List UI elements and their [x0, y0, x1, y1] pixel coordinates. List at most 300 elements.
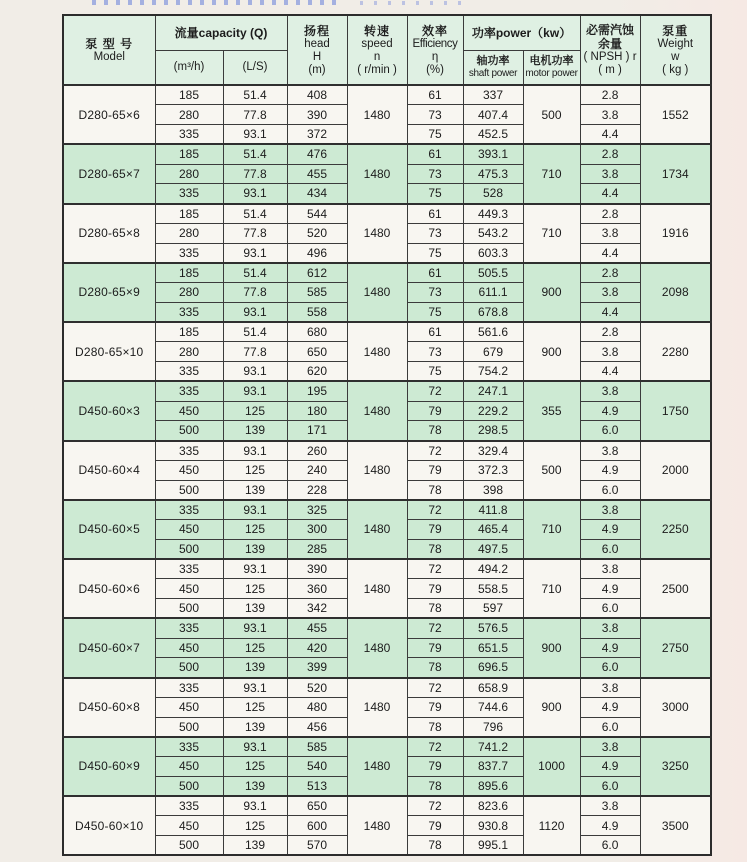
header-text-unit: (m)	[308, 63, 326, 76]
header-text-symbol: H	[312, 50, 322, 63]
cell-flow-ls: 93.1	[223, 737, 287, 757]
cell-flow-m3h: 280	[155, 164, 223, 184]
cell-efficiency: 78	[407, 421, 463, 441]
cell-efficiency: 78	[407, 539, 463, 559]
cell-npsh: 3.8	[580, 381, 640, 401]
cell-flow-m3h: 500	[155, 658, 223, 678]
cell-head: 456	[287, 717, 347, 737]
cell-motor-power: 500	[523, 441, 580, 500]
table-row	[63, 618, 711, 638]
cell-weight: 2750	[640, 618, 711, 677]
header-text-symbol: n	[373, 50, 381, 63]
header-text-zh: 轴功率	[476, 55, 510, 68]
cell-head: 228	[287, 480, 347, 500]
cell-flow-m3h: 450	[155, 757, 223, 777]
col-header-power	[463, 15, 580, 50]
cell-head: 570	[287, 836, 347, 856]
cell-efficiency: 73	[407, 283, 463, 303]
cell-flow-m3h: 335	[155, 559, 223, 579]
cell-flow-m3h: 335	[155, 618, 223, 638]
cell-shaft-power: 995.1	[463, 836, 523, 856]
table-row	[63, 796, 711, 816]
cell-head: 620	[287, 362, 347, 382]
header-text-unit: ( m )	[598, 64, 622, 76]
header-text-zh: 效率	[422, 23, 449, 38]
cell-shaft-power: 658.9	[463, 678, 523, 698]
cell-head: 540	[287, 757, 347, 777]
cell-shaft-power: 796	[463, 717, 523, 737]
col-header-shaft-power	[463, 50, 523, 85]
cell-flow-m3h: 500	[155, 421, 223, 441]
cell-head: 372	[287, 125, 347, 145]
cell-head: 650	[287, 796, 347, 816]
cell-weight: 2250	[640, 500, 711, 559]
header-text-en: Efficiency	[412, 37, 458, 50]
cell-shaft-power: 505.5	[463, 263, 523, 283]
cell-efficiency: 72	[407, 500, 463, 520]
cell-efficiency: 78	[407, 717, 463, 737]
cell-shaft-power: 298.5	[463, 421, 523, 441]
cell-flow-m3h: 335	[155, 441, 223, 461]
cell-npsh: 4.4	[580, 243, 640, 263]
header-text: 流量capacity (Q)	[174, 25, 268, 40]
cell-shaft-power: 930.8	[463, 816, 523, 836]
cell-efficiency: 79	[407, 520, 463, 540]
table-row	[63, 500, 711, 520]
cell-head: 476	[287, 144, 347, 164]
cell-head: 240	[287, 460, 347, 480]
header-text-zh: 必需汽蚀	[586, 23, 635, 37]
table-row	[63, 381, 711, 401]
cell-efficiency: 72	[407, 559, 463, 579]
cell-npsh: 4.9	[580, 638, 640, 658]
cell-flow-m3h: 450	[155, 638, 223, 658]
header-text-unit: (m³/h)	[173, 60, 205, 73]
table-row	[63, 85, 711, 105]
cell-flow-m3h: 450	[155, 816, 223, 836]
header-text-symbol: η	[431, 50, 439, 63]
cell-flow-ls: 125	[223, 757, 287, 777]
table-row	[63, 559, 711, 579]
cell-weight: 1916	[640, 204, 711, 263]
cell-speed: 1480	[347, 144, 407, 203]
cell-npsh: 4.4	[580, 302, 640, 322]
table-row	[63, 263, 711, 283]
cell-shaft-power: 558.5	[463, 579, 523, 599]
cell-head: 680	[287, 322, 347, 342]
cell-flow-ls: 139	[223, 776, 287, 796]
cell-flow-ls: 139	[223, 421, 287, 441]
cell-shaft-power: 329.4	[463, 441, 523, 461]
cell-npsh: 4.9	[580, 460, 640, 480]
cell-shaft-power: 696.5	[463, 658, 523, 678]
col-header-motor-power	[523, 50, 580, 85]
cell-efficiency: 61	[407, 322, 463, 342]
cell-efficiency: 75	[407, 184, 463, 204]
cell-flow-ls: 139	[223, 480, 287, 500]
cell-npsh: 3.8	[580, 618, 640, 638]
cell-model: D280-65×9	[63, 263, 155, 322]
cell-npsh: 6.0	[580, 539, 640, 559]
cell-flow-m3h: 335	[155, 796, 223, 816]
cell-flow-ls: 125	[223, 401, 287, 421]
cell-speed: 1480	[347, 322, 407, 381]
cell-flow-m3h: 500	[155, 836, 223, 856]
cell-flow-ls: 77.8	[223, 283, 287, 303]
cell-flow-m3h: 335	[155, 302, 223, 322]
cell-model: D450-60×6	[63, 559, 155, 618]
cell-npsh: 2.8	[580, 263, 640, 283]
cell-weight: 1552	[640, 85, 711, 144]
cell-efficiency: 79	[407, 401, 463, 421]
cropped-blue-text-fragment	[92, 0, 342, 5]
header-text-zh: 泵 型 号	[85, 36, 134, 51]
table-row	[63, 204, 711, 224]
cell-motor-power: 900	[523, 263, 580, 322]
cell-efficiency: 75	[407, 302, 463, 322]
cell-npsh: 6.0	[580, 836, 640, 856]
col-header-weight	[640, 15, 711, 85]
cell-npsh: 3.8	[580, 283, 640, 303]
cell-head: 558	[287, 302, 347, 322]
cell-efficiency: 72	[407, 796, 463, 816]
cell-motor-power: 900	[523, 678, 580, 737]
cell-flow-m3h: 335	[155, 184, 223, 204]
header-text-zh: 余量	[598, 37, 623, 51]
cell-npsh: 4.9	[580, 520, 640, 540]
cell-npsh: 3.8	[580, 105, 640, 125]
cell-model: D450-60×3	[63, 381, 155, 440]
cell-head: 408	[287, 85, 347, 105]
cell-head: 650	[287, 342, 347, 362]
cell-efficiency: 73	[407, 342, 463, 362]
cell-efficiency: 79	[407, 757, 463, 777]
cell-motor-power: 900	[523, 322, 580, 381]
cell-npsh: 4.9	[580, 697, 640, 717]
cell-weight: 3250	[640, 737, 711, 796]
cell-speed: 1480	[347, 204, 407, 263]
table-row	[63, 441, 711, 461]
cell-flow-m3h: 500	[155, 776, 223, 796]
cell-weight: 3000	[640, 678, 711, 737]
cell-efficiency: 72	[407, 678, 463, 698]
table-header	[63, 15, 711, 85]
cell-head: 300	[287, 520, 347, 540]
cell-npsh: 4.9	[580, 401, 640, 421]
cell-weight: 2000	[640, 441, 711, 500]
header-text-zh: 转速	[364, 23, 391, 38]
cell-head: 513	[287, 776, 347, 796]
cell-head: 390	[287, 105, 347, 125]
table-body	[63, 85, 711, 855]
cell-shaft-power: 497.5	[463, 539, 523, 559]
cell-head: 455	[287, 618, 347, 638]
cell-flow-ls: 93.1	[223, 125, 287, 145]
cell-head: 390	[287, 559, 347, 579]
cell-flow-ls: 93.1	[223, 302, 287, 322]
cell-head: 520	[287, 223, 347, 243]
cell-flow-m3h: 450	[155, 579, 223, 599]
cell-npsh: 4.4	[580, 125, 640, 145]
cell-model: D450-60×9	[63, 737, 155, 796]
cell-flow-ls: 77.8	[223, 105, 287, 125]
cell-flow-m3h: 500	[155, 599, 223, 619]
cell-shaft-power: 561.6	[463, 322, 523, 342]
cell-motor-power: 900	[523, 618, 580, 677]
cell-flow-ls: 93.1	[223, 678, 287, 698]
cell-npsh: 2.8	[580, 204, 640, 224]
cell-npsh: 2.8	[580, 85, 640, 105]
cell-efficiency: 61	[407, 204, 463, 224]
cell-npsh: 6.0	[580, 421, 640, 441]
cell-speed: 1480	[347, 85, 407, 144]
cell-speed: 1480	[347, 796, 407, 855]
cell-flow-ls: 139	[223, 599, 287, 619]
col-header-npsh	[580, 15, 640, 85]
col-header-capacity-ls	[223, 50, 287, 85]
cell-head: 480	[287, 697, 347, 717]
cell-model: D450-60×4	[63, 441, 155, 500]
cell-speed: 1480	[347, 678, 407, 737]
cell-shaft-power: 407.4	[463, 105, 523, 125]
header-text-symbol: ( NPSH ) r	[583, 51, 637, 63]
cell-model: D450-60×10	[63, 796, 155, 855]
table-row	[63, 678, 711, 698]
cell-flow-ls: 51.4	[223, 85, 287, 105]
table-row	[63, 737, 711, 757]
cell-flow-m3h: 335	[155, 125, 223, 145]
cell-efficiency: 73	[407, 223, 463, 243]
cell-npsh: 3.8	[580, 678, 640, 698]
header-text-en: head	[304, 37, 330, 50]
cell-weight: 3500	[640, 796, 711, 855]
cell-npsh: 6.0	[580, 658, 640, 678]
cell-flow-m3h: 185	[155, 322, 223, 342]
cell-efficiency: 79	[407, 697, 463, 717]
cell-flow-m3h: 185	[155, 263, 223, 283]
cell-flow-ls: 77.8	[223, 342, 287, 362]
cell-shaft-power: 741.2	[463, 737, 523, 757]
pump-specification-table	[62, 14, 712, 856]
cell-npsh: 4.4	[580, 184, 640, 204]
cell-shaft-power: 411.8	[463, 500, 523, 520]
cell-efficiency: 72	[407, 618, 463, 638]
header-text-zh: 电机功率	[529, 55, 574, 68]
cell-shaft-power: 229.2	[463, 401, 523, 421]
cell-shaft-power: 679	[463, 342, 523, 362]
cell-flow-m3h: 185	[155, 85, 223, 105]
cell-shaft-power: 678.8	[463, 302, 523, 322]
cell-efficiency: 73	[407, 164, 463, 184]
cell-npsh: 3.8	[580, 441, 640, 461]
cell-shaft-power: 744.6	[463, 697, 523, 717]
header-row-top	[63, 15, 711, 50]
cell-motor-power: 710	[523, 204, 580, 263]
cell-flow-m3h: 335	[155, 243, 223, 263]
cell-flow-ls: 125	[223, 816, 287, 836]
cell-weight: 1750	[640, 381, 711, 440]
cell-shaft-power: 837.7	[463, 757, 523, 777]
cell-head: 612	[287, 263, 347, 283]
cell-shaft-power: 452.5	[463, 125, 523, 145]
cell-efficiency: 79	[407, 460, 463, 480]
cell-flow-m3h: 450	[155, 460, 223, 480]
cell-efficiency: 78	[407, 658, 463, 678]
cell-npsh: 3.8	[580, 164, 640, 184]
cell-flow-m3h: 185	[155, 204, 223, 224]
cell-flow-m3h: 280	[155, 105, 223, 125]
cell-efficiency: 78	[407, 480, 463, 500]
cell-efficiency: 79	[407, 638, 463, 658]
cell-flow-ls: 93.1	[223, 243, 287, 263]
cell-npsh: 4.9	[580, 757, 640, 777]
cell-flow-m3h: 280	[155, 283, 223, 303]
cell-speed: 1480	[347, 618, 407, 677]
cell-flow-ls: 51.4	[223, 144, 287, 164]
cell-npsh: 6.0	[580, 717, 640, 737]
cell-model: D280-65×8	[63, 204, 155, 263]
col-header-capacity	[155, 15, 287, 50]
cell-motor-power: 1000	[523, 737, 580, 796]
header-text-en: Model	[93, 50, 125, 63]
cell-head: 544	[287, 204, 347, 224]
cell-flow-ls: 93.1	[223, 362, 287, 382]
cell-speed: 1480	[347, 737, 407, 796]
cell-flow-ls: 77.8	[223, 164, 287, 184]
cell-flow-ls: 125	[223, 697, 287, 717]
cell-efficiency: 61	[407, 85, 463, 105]
cell-flow-ls: 125	[223, 460, 287, 480]
cell-flow-m3h: 450	[155, 520, 223, 540]
cell-efficiency: 75	[407, 362, 463, 382]
cell-head: 195	[287, 381, 347, 401]
cell-efficiency: 79	[407, 579, 463, 599]
cell-npsh: 6.0	[580, 480, 640, 500]
header-text-en: speed	[361, 37, 393, 50]
cell-motor-power: 1120	[523, 796, 580, 855]
cell-head: 585	[287, 283, 347, 303]
cell-motor-power: 710	[523, 559, 580, 618]
cell-shaft-power: 494.2	[463, 559, 523, 579]
cell-flow-ls: 93.1	[223, 381, 287, 401]
cell-npsh: 3.8	[580, 559, 640, 579]
cell-shaft-power: 465.4	[463, 520, 523, 540]
cell-motor-power: 355	[523, 381, 580, 440]
cell-flow-m3h: 280	[155, 223, 223, 243]
cell-efficiency: 78	[407, 599, 463, 619]
header-text-unit: (L/S)	[242, 60, 268, 73]
cell-flow-m3h: 500	[155, 539, 223, 559]
cell-efficiency: 78	[407, 776, 463, 796]
cell-head: 600	[287, 816, 347, 836]
cell-flow-m3h: 335	[155, 362, 223, 382]
cell-speed: 1480	[347, 263, 407, 322]
cell-shaft-power: 611.1	[463, 283, 523, 303]
header-text-en: shaft power	[468, 68, 518, 80]
cell-shaft-power: 449.3	[463, 204, 523, 224]
cell-shaft-power: 247.1	[463, 381, 523, 401]
cell-shaft-power: 754.2	[463, 362, 523, 382]
cell-shaft-power: 895.6	[463, 776, 523, 796]
cell-motor-power: 710	[523, 144, 580, 203]
cell-efficiency: 72	[407, 381, 463, 401]
cell-flow-m3h: 280	[155, 342, 223, 362]
cell-efficiency: 75	[407, 243, 463, 263]
cell-npsh: 3.8	[580, 223, 640, 243]
cell-flow-ls: 125	[223, 638, 287, 658]
cell-flow-m3h: 335	[155, 500, 223, 520]
cell-shaft-power: 823.6	[463, 796, 523, 816]
cell-shaft-power: 543.2	[463, 223, 523, 243]
cell-npsh: 3.8	[580, 500, 640, 520]
cell-model: D450-60×7	[63, 618, 155, 677]
cell-flow-ls: 125	[223, 520, 287, 540]
cell-efficiency: 73	[407, 105, 463, 125]
cell-npsh: 4.9	[580, 816, 640, 836]
cell-head: 260	[287, 441, 347, 461]
cell-flow-ls: 93.1	[223, 184, 287, 204]
cell-shaft-power: 475.3	[463, 164, 523, 184]
cell-weight: 2500	[640, 559, 711, 618]
cell-weight: 2098	[640, 263, 711, 322]
cell-weight: 1734	[640, 144, 711, 203]
header-text-en: Weight	[657, 37, 694, 50]
cell-flow-ls: 139	[223, 539, 287, 559]
cell-model: D450-60×5	[63, 500, 155, 559]
cell-npsh: 6.0	[580, 776, 640, 796]
cell-head: 342	[287, 599, 347, 619]
cell-flow-ls: 93.1	[223, 796, 287, 816]
cell-motor-power: 500	[523, 85, 580, 144]
cell-npsh: 3.8	[580, 737, 640, 757]
cell-model: D280-65×7	[63, 144, 155, 203]
cell-flow-m3h: 500	[155, 480, 223, 500]
cell-speed: 1480	[347, 559, 407, 618]
cell-head: 285	[287, 539, 347, 559]
cell-flow-m3h: 500	[155, 717, 223, 737]
cell-flow-ls: 51.4	[223, 204, 287, 224]
cell-flow-m3h: 185	[155, 144, 223, 164]
header-text-en: motor power	[525, 68, 578, 80]
cell-weight: 2280	[640, 322, 711, 381]
cell-flow-ls: 125	[223, 579, 287, 599]
cell-head: 520	[287, 678, 347, 698]
cell-motor-power: 710	[523, 500, 580, 559]
cell-flow-m3h: 335	[155, 381, 223, 401]
cell-head: 325	[287, 500, 347, 520]
cell-head: 585	[287, 737, 347, 757]
header-text-zh: 扬程	[304, 23, 331, 38]
cell-flow-ls: 51.4	[223, 263, 287, 283]
cell-shaft-power: 597	[463, 599, 523, 619]
cell-speed: 1480	[347, 500, 407, 559]
cell-efficiency: 78	[407, 836, 463, 856]
cell-head: 496	[287, 243, 347, 263]
cell-flow-m3h: 450	[155, 697, 223, 717]
header-text-symbol: w	[671, 50, 680, 63]
col-header-head	[287, 15, 347, 85]
cell-efficiency: 72	[407, 441, 463, 461]
col-header-capacity-m3h	[155, 50, 223, 85]
col-header-model	[63, 15, 155, 85]
cell-model: D280-65×6	[63, 85, 155, 144]
cell-npsh: 3.8	[580, 796, 640, 816]
cell-shaft-power: 393.1	[463, 144, 523, 164]
cell-head: 434	[287, 184, 347, 204]
cell-flow-m3h: 335	[155, 678, 223, 698]
cell-npsh: 4.9	[580, 579, 640, 599]
cell-flow-ls: 93.1	[223, 500, 287, 520]
